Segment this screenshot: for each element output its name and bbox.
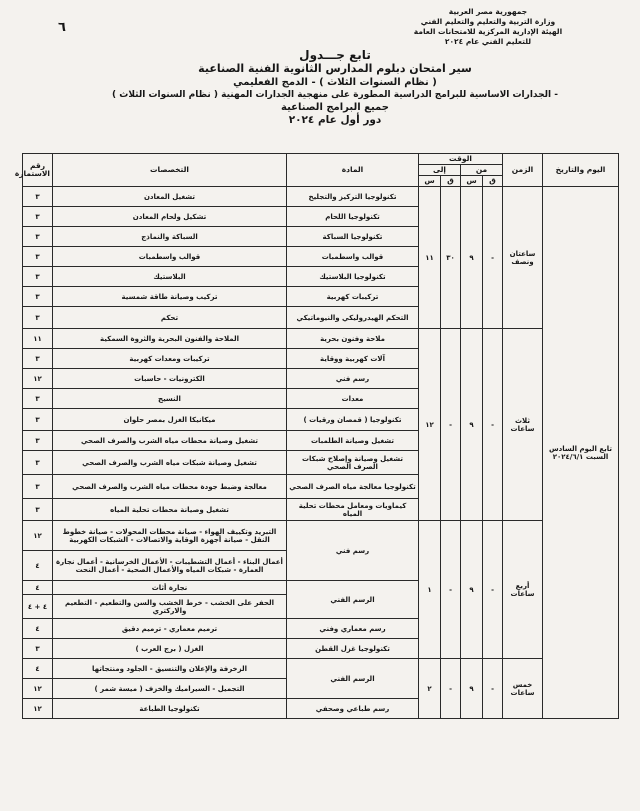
- header-subject: المادة: [287, 154, 419, 187]
- duration-cell: أربع ساعات: [503, 521, 543, 659]
- ministry-line-1: جمهورية مصر العربية: [448, 7, 528, 16]
- duration-cell: ساعتان ونصف: [503, 187, 543, 329]
- specialization-cell: ميكانيكا الغزل بمصر حلوان: [53, 409, 287, 431]
- subject-cell: كيماويات ومعامل محطات تحلية المياه: [287, 499, 419, 521]
- ministry-line-4: للتعليم الفني عام ٢٠٢٤: [444, 37, 532, 46]
- specialization-cell: نجارة أثاث: [53, 581, 287, 595]
- count-cell: ١٢: [23, 521, 53, 551]
- duration-cell: خمس ساعات: [503, 659, 543, 719]
- subject-cell: تكنولوجيا اللحام: [287, 207, 419, 227]
- header-to-hour: س: [419, 176, 441, 187]
- title-exam: سير امتحان دبلوم المدارس الثانوية الفنية الصناعية: [198, 62, 472, 75]
- specialization-cell: ترميم معماري - ترميم دقيق: [53, 619, 287, 639]
- header-from-hour: س: [461, 176, 483, 187]
- from-minute-cell: -: [483, 187, 503, 329]
- specialization-cell: الغزل ( برج العرب ): [53, 639, 287, 659]
- subject-cell: تشغيل وصيانة وإصلاح شبكات الصرف الصحي: [287, 451, 419, 475]
- count-cell: ٤: [23, 581, 53, 595]
- subject-cell: قوالب واسطمبات: [287, 247, 419, 267]
- to-hour-cell: ١: [419, 521, 441, 659]
- from-minute-cell: -: [483, 329, 503, 521]
- subject-cell: تكنولوجيا معالجة مياه الصرف الصحي: [287, 475, 419, 499]
- from-hour-cell: ٩: [461, 521, 483, 659]
- specialization-cell: تكنولوجيا الطباعة: [53, 699, 287, 719]
- subject-cell: رسم معماري وفني: [287, 619, 419, 639]
- specialization-cell: تركيبات ومعدات كهربية: [53, 349, 287, 369]
- specialization-cell: النسيج: [53, 389, 287, 409]
- page-number: ٦: [58, 20, 66, 35]
- to-hour-cell: ٢: [419, 659, 441, 719]
- subject-cell: رسم فني: [287, 521, 419, 581]
- specialization-cell: الكترونيات - حاسبات: [53, 369, 287, 389]
- count-cell: ٣: [23, 247, 53, 267]
- count-cell: ٣: [23, 267, 53, 287]
- table-row: [23, 329, 619, 349]
- specialization-cell: قوالب واسطمبات: [53, 247, 287, 267]
- count-cell: ١٢: [23, 699, 53, 719]
- ministry-header: [388, 7, 588, 47]
- count-cell: ٤: [23, 551, 53, 581]
- subject-cell: التحكم الهيدروليكي والنيوماتيكي: [287, 307, 419, 329]
- title-system: ( نظام السنوات الثلاث ) - الدمج الفعليمي: [233, 77, 437, 88]
- from-minute-cell: -: [483, 521, 503, 659]
- to-hour-cell: ١١: [419, 187, 441, 329]
- header-duration: الزمن: [503, 154, 543, 187]
- from-minute-cell: -: [483, 659, 503, 719]
- to-minute-cell: -: [441, 329, 461, 521]
- header-to: إلى: [419, 165, 461, 176]
- count-cell: ٣: [23, 227, 53, 247]
- count-cell: ٣: [23, 389, 53, 409]
- specialization-cell: تشغيل وصيانة شبكات مياه الشرب والصرف الصحي: [53, 451, 287, 475]
- specialization-cell: تشغيل وصيانة محطات مياه الشرب والصرف الصحي: [53, 431, 287, 451]
- ministry-line-3: الهيئة الإدارية المركزية للامتحانات العامة: [413, 27, 563, 36]
- specialization-cell: أعمال البناء - أعمال التشطيبات - الأعمال الخرسانية - أعمال نجارة العمارة - شبكات المياه والأعمال الصحية - أعمال النحت: [53, 551, 287, 581]
- specialization-cell: الحفر على الخشب - خرط الخشب والسن والتطعيم - التطعيم والاركتري: [53, 595, 287, 619]
- specialization-cell: تشغيل وصيانة محطات تحلية المياه: [53, 499, 287, 521]
- header-date: اليوم والتاريخ: [543, 154, 619, 187]
- subject-cell: رسم طباعي وصحفي: [287, 699, 419, 719]
- subject-cell: تكنولوجيا التركيز والتجليخ: [287, 187, 419, 207]
- specialization-cell: السباكة والنماذج: [53, 227, 287, 247]
- specialization-cell: الملاحة والفنون البحرية والثروة السمكية: [53, 329, 287, 349]
- to-hour-cell: ١٢: [419, 329, 441, 521]
- to-minute-cell: -: [441, 521, 461, 659]
- subject-cell: رسم فني: [287, 369, 419, 389]
- subject-cell: تكنولوجيا غزل القطن: [287, 639, 419, 659]
- count-cell: ٣: [23, 639, 53, 659]
- count-cell: ١١: [23, 329, 53, 349]
- table-row: [23, 521, 619, 551]
- count-cell: ٣: [23, 307, 53, 329]
- count-cell: ٣: [23, 207, 53, 227]
- count-cell: ٣: [23, 499, 53, 521]
- specialization-cell: التبريد وتكييف الهواء - صيانة محطات المحولات - صيانة خطوط النقل - صيانة أجهزة الوقاية والاتصالات - الشبكات الكهربية: [53, 521, 287, 551]
- subject-cell: الرسم الفني: [287, 659, 419, 699]
- count-cell: ٣: [23, 409, 53, 431]
- ministry-line-2: وزارة التربية والتعليم والتعليم الفني: [420, 17, 556, 26]
- subject-cell: الرسم الفني: [287, 581, 419, 619]
- subject-cell: تكنولوجيا البلاستيك: [287, 267, 419, 287]
- from-hour-cell: ٩: [461, 659, 483, 719]
- subject-cell: تركيبات كهربية: [287, 287, 419, 307]
- count-cell: ٤: [23, 619, 53, 639]
- header-from-minute: ق: [483, 176, 503, 187]
- subject-cell: تكنولوجيا ( قمصان ورقيات ): [287, 409, 419, 431]
- header-from: من: [461, 165, 503, 176]
- to-minute-cell: ٣٠: [441, 187, 461, 329]
- title-session: دور أول عام ٢٠٢٤: [288, 114, 382, 126]
- count-cell: ٤: [23, 659, 53, 679]
- specialization-cell: تركيب وصيانة طاقة شمسية: [53, 287, 287, 307]
- from-hour-cell: ٩: [461, 329, 483, 521]
- count-cell: ٣: [23, 451, 53, 475]
- subject-cell: آلات كهربية ووقاية: [287, 349, 419, 369]
- specialization-cell: تحكم: [53, 307, 287, 329]
- subject-cell: تكنولوجيا السباكة: [287, 227, 419, 247]
- count-cell: ٤ + ٤: [23, 595, 53, 619]
- header-time: الوقت: [419, 154, 503, 165]
- title-modules: - الجدارات الاساسية للبرامج الدراسية المطورة على منهجية الجدارات المهنية ( نظام السنوات الثلاث ): [112, 90, 558, 100]
- title-programs: جميع البرامج الصناعية: [281, 102, 389, 113]
- document-titles: [70, 48, 600, 127]
- subject-cell: معدات: [287, 389, 419, 409]
- specialization-cell: تشغيل المعادن: [53, 187, 287, 207]
- header-count: رقم الاستمارة: [23, 154, 53, 187]
- count-cell: ٣: [23, 287, 53, 307]
- day-date-cell: تابع اليوم السادس السبت ٢٠٢٤/٦/١: [543, 187, 619, 719]
- count-cell: ٣: [23, 431, 53, 451]
- header-to-minute: ق: [441, 176, 461, 187]
- specialization-cell: البلاستيك: [53, 267, 287, 287]
- header-specialization: التخصصات: [53, 154, 287, 187]
- subject-cell: ملاحة وفنون بحرية: [287, 329, 419, 349]
- specialization-cell: التجميل - السيراميك والخزف ( ميسة شمر ): [53, 679, 287, 699]
- exam-schedule-table: [14, 153, 619, 719]
- count-cell: ٣: [23, 349, 53, 369]
- table-row: [23, 659, 619, 679]
- specialization-cell: الزخرفة والإعلان والتنسيق - الجلود ومنتجاتها: [53, 659, 287, 679]
- from-hour-cell: ٩: [461, 187, 483, 329]
- count-cell: ١٢: [23, 369, 53, 389]
- count-cell: ٣: [23, 187, 53, 207]
- specialization-cell: معالجة وضبط جودة محطات مياه الشرب والصرف الصحي: [53, 475, 287, 499]
- specialization-cell: تشكيل ولحام المعادن: [53, 207, 287, 227]
- count-cell: ٣: [23, 475, 53, 499]
- title-continued: تابع جـــدول: [299, 48, 371, 62]
- subject-cell: تشغيل وصيانة الطلمبات: [287, 431, 419, 451]
- duration-cell: ثلاث ساعات: [503, 329, 543, 521]
- table-row: [23, 187, 619, 207]
- to-minute-cell: -: [441, 659, 461, 719]
- count-cell: ١٢: [23, 679, 53, 699]
